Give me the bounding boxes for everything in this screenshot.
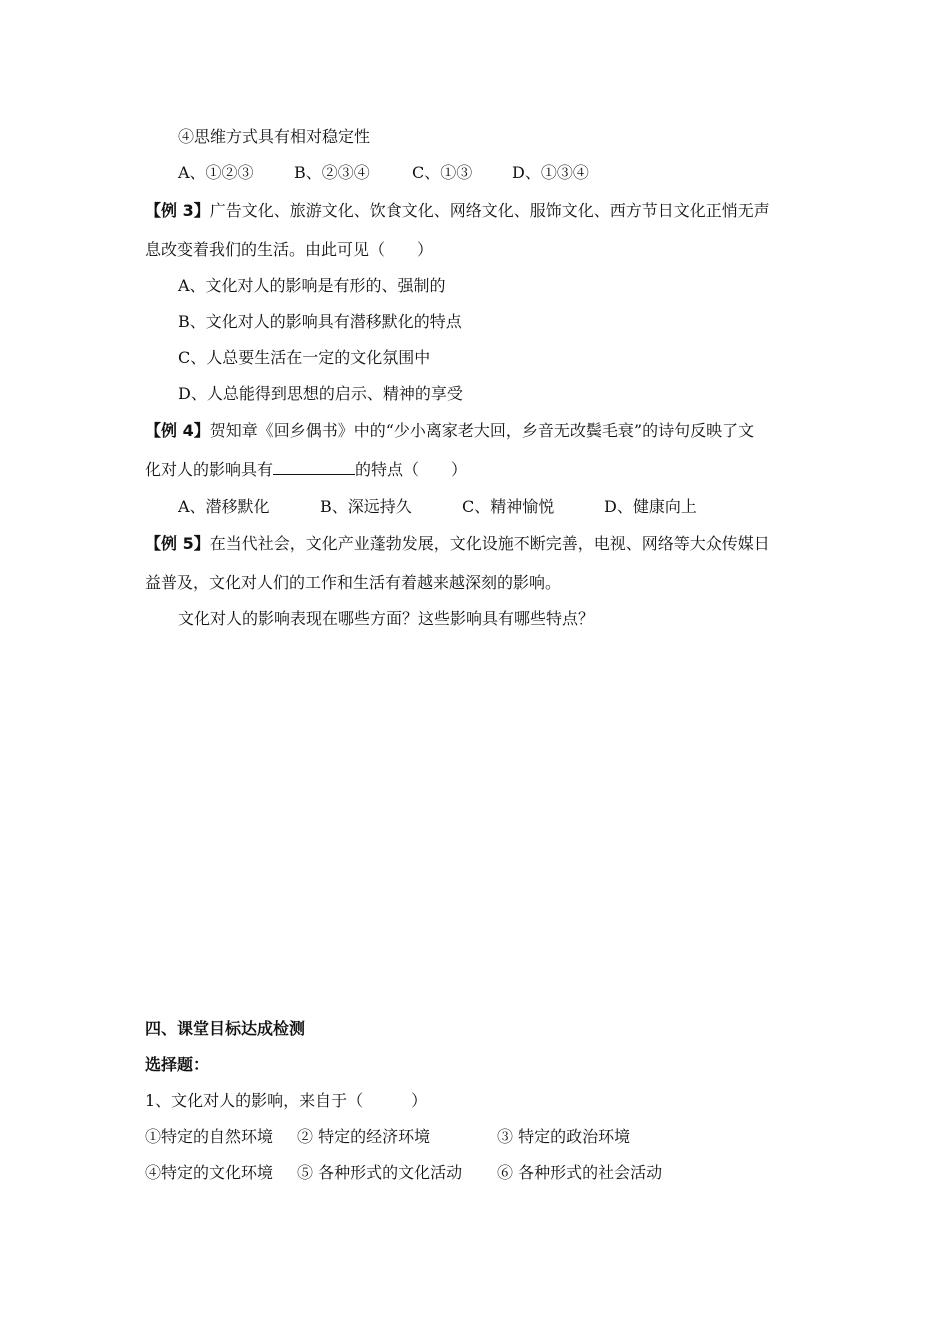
ex3-stem-text1: 广告文化、旅游文化、饮食文化、网络文化、服饰文化、西方节日文化正悄无声 — [209, 201, 770, 220]
ex4-stem-pre: 化对人的影响具有 — [145, 460, 274, 479]
ex4-option-b: B、深远持久 — [320, 497, 412, 516]
section4-q1-stem: 1、文化对人的影响，来自于（ ） — [145, 1091, 428, 1110]
ex4-options — [178, 496, 697, 518]
q2-options — [178, 162, 589, 184]
ex4-stem-line2 — [145, 459, 467, 481]
q2-item-4: ④思维方式具有相对稳定性 — [178, 127, 371, 146]
ex5-stem-line2: 益普及，文化对人们的工作和生活有着越来越深刻的影响。 — [145, 573, 562, 592]
q2-option-d: D、①③④ — [512, 163, 589, 182]
q1-item-5: ⑤ 各种形式的文化活动 — [297, 1163, 463, 1182]
q1-item-1: ①特定的自然环境 — [145, 1127, 274, 1146]
q1-item-2: ② 特定的经济环境 — [297, 1127, 431, 1146]
section4-q1-row2 — [145, 1162, 662, 1184]
ex4-stem-line1 — [145, 420, 754, 442]
ex5-label: 【例 5】 — [145, 534, 210, 553]
ex4-stem-post: 的特点（ ） — [355, 460, 468, 479]
q2-option-a: A、①②③ — [178, 163, 254, 182]
ex4-stem-text1: 贺知章《回乡偶书》中的“少小离家老大回，乡音无改鬓毛衰”的诗句反映了文 — [209, 421, 755, 440]
ex4-option-a: A、潜移默化 — [178, 497, 270, 516]
fill-in-blank — [273, 459, 355, 475]
ex5-question: 文化对人的影响表现在哪些方面？这些影响具有哪些特点？ — [178, 609, 595, 628]
ex3-stem-line2: 息改变着我们的生活。由此可见（ ） — [145, 240, 434, 259]
q2-option-c: C、①③ — [412, 163, 473, 182]
section4-q1-row1 — [145, 1126, 630, 1148]
section4-subheading: 选择题： — [145, 1055, 210, 1074]
ex5-stem-text1: 在当代社会，文化产业蓬勃发展，文化设施不断完善，电视、网络等大众传媒日 — [209, 534, 770, 553]
section4-heading: 四、课堂目标达成检测 — [145, 1019, 306, 1038]
ex4-option-d: D、健康向上 — [604, 497, 697, 516]
ex3-option-a: A、文化对人的影响是有形的、强制的 — [178, 276, 446, 295]
ex4-option-c: C、精神愉悦 — [462, 497, 555, 516]
q1-item-4: ④特定的文化环境 — [145, 1163, 274, 1182]
q1-item-6: ⑥ 各种形式的社会活动 — [497, 1163, 663, 1182]
ex4-label: 【例 4】 — [145, 421, 210, 440]
ex3-stem-line1 — [145, 200, 770, 222]
q2-option-b: B、②③④ — [294, 163, 370, 182]
ex5-stem-line1 — [145, 533, 770, 555]
ex3-option-c: C、人总要生活在一定的文化氛围中 — [178, 348, 431, 367]
ex3-label: 【例 3】 — [145, 201, 210, 220]
q1-item-3: ③ 特定的政治环境 — [497, 1127, 631, 1146]
ex3-option-b: B、文化对人的影响具有潜移默化的特点 — [178, 312, 462, 331]
ex3-option-d: D、人总能得到思想的启示、精神的享受 — [178, 384, 463, 403]
